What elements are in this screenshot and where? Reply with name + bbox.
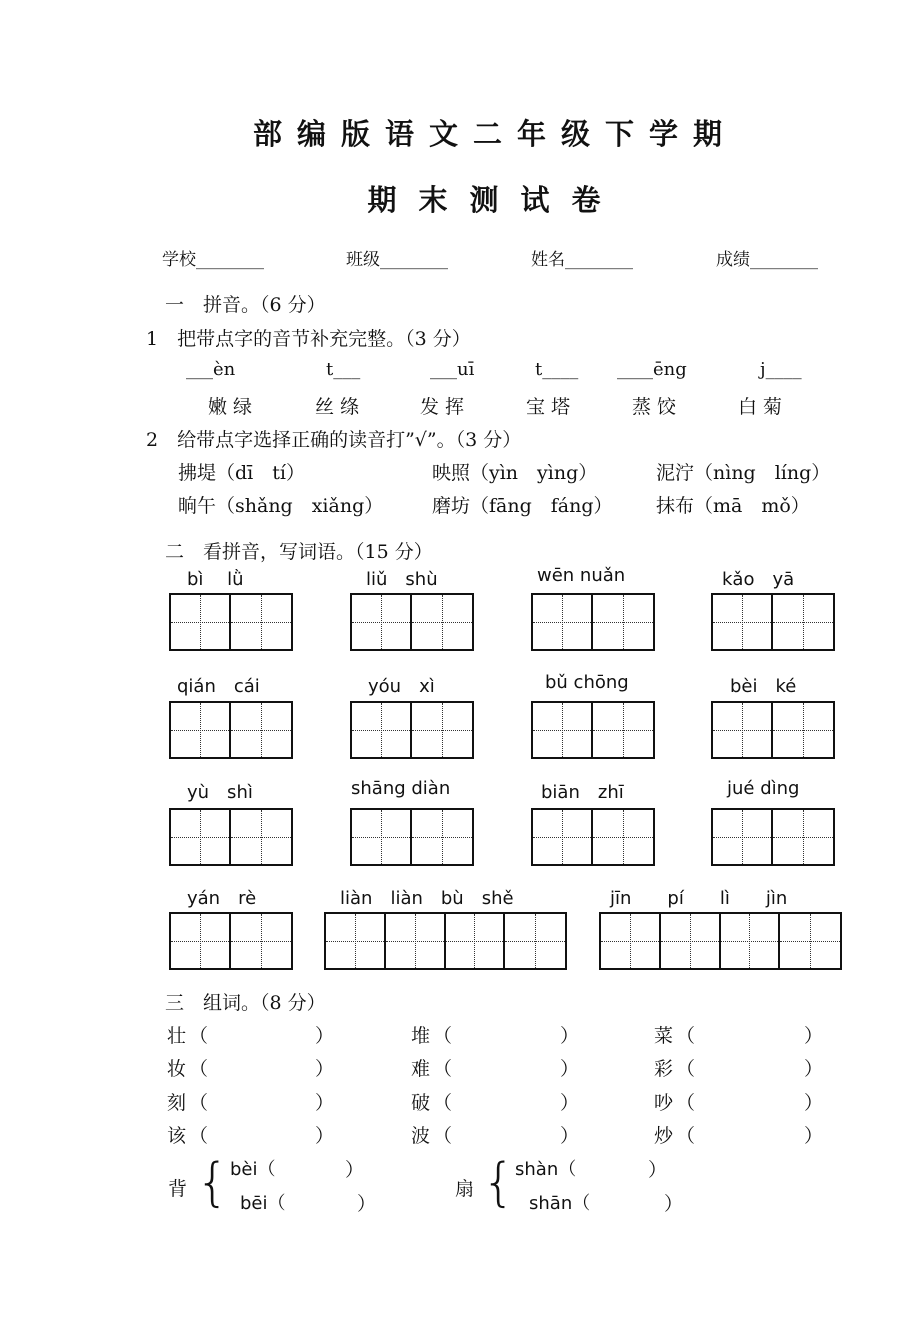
pinyin-label: shāng diàn [351,778,451,799]
writing-grid[interactable] [531,701,655,759]
paren-open: （ [189,1092,209,1114]
pinyin-blank[interactable]: t____ [535,359,579,380]
paren-open: （ [189,1058,209,1080]
paren-close: ） [804,1025,824,1047]
paren-open: （ [676,1125,696,1147]
poly-char: 背 [168,1178,188,1200]
q2-item[interactable]: 泥泞（nìng líng） [656,462,831,484]
paren-close: ） [648,1159,668,1181]
q1-word: 白 菊 [738,396,783,418]
group-word-char: 破 [411,1092,431,1114]
field-name[interactable]: 姓名________ [531,250,633,270]
paren-open: （ [433,1058,453,1080]
group-word-char: 炒 [654,1125,674,1147]
writing-grid[interactable] [350,593,474,651]
section-3-heading: 三 组词。（8 分） [165,992,326,1014]
paren-close: ） [315,1125,335,1147]
field-class[interactable]: 班级________ [346,250,448,270]
paren-open: （ [189,1125,209,1147]
poly-reading: shàn（ [515,1159,577,1180]
paren-open: （ [189,1025,209,1047]
paren-close: ） [664,1193,684,1215]
pinyin-label: qián cái [177,676,260,697]
field-score[interactable]: 成绩________ [716,250,818,270]
q2-label: 2 给带点字选择正确的读音打”√”。（3 分） [146,429,522,451]
group-word-char: 堆 [411,1025,431,1047]
group-word-char: 彩 [654,1058,674,1080]
paren-open: （ [676,1092,696,1114]
pinyin-label: kǎo yā [722,569,795,590]
writing-grid[interactable] [350,701,474,759]
pinyin-label: yán rè [187,888,257,909]
q2-item[interactable]: 抹布（mā mǒ） [656,495,810,517]
paren-open: （ [433,1092,453,1114]
pinyin-blank[interactable]: t___ [326,359,361,380]
q2-item[interactable]: 磨坊（fāng fáng） [432,495,613,517]
poly-char: 扇 [455,1178,475,1200]
pinyin-label: bǔ chōng [545,672,629,693]
section-2-heading: 二 看拼音，写词语。（15 分） [165,541,433,563]
writing-grid[interactable] [169,912,293,970]
pinyin-label: liǔ shù [366,569,438,590]
paren-close: ） [357,1193,377,1215]
group-word-char: 壮 [167,1025,187,1047]
pinyin-blank[interactable]: ___èn [186,359,236,380]
pinyin-label: jīn pí lì jìn [610,888,788,909]
paren-close: ） [560,1058,580,1080]
pinyin-label: jué dìng [727,778,800,799]
pinyin-label: yù shì [187,782,253,803]
field-school[interactable]: 学校________ [162,250,264,270]
pinyin-label: wēn nuǎn [537,565,626,586]
q2-item[interactable]: 映照（yìn yìng） [432,462,598,484]
pinyin-label: yóu xì [368,676,435,697]
paren-open: （ [433,1125,453,1147]
pinyin-blank[interactable]: ___uī [430,359,475,380]
paren-close: ） [560,1025,580,1047]
writing-grid[interactable] [324,912,567,970]
group-word-char: 波 [411,1125,431,1147]
writing-grid[interactable] [711,593,835,651]
pinyin-label: bèi ké [730,676,797,697]
brace-icon: { [482,1153,516,1213]
writing-grid[interactable] [711,808,835,866]
group-word-char: 刻 [167,1092,187,1114]
poly-reading: bèi（ [230,1159,276,1180]
q1-word: 蒸 饺 [632,396,677,418]
paren-open: （ [676,1025,696,1047]
q2-item[interactable]: 拂堤（dī tí） [178,462,305,484]
group-word-char: 妆 [167,1058,187,1080]
pinyin-label: biān zhī [541,782,624,803]
writing-grid[interactable] [531,808,655,866]
pinyin-blank[interactable]: j____ [760,359,802,380]
q1-word: 发 挥 [420,396,465,418]
pinyin-label: liàn liàn bù shě [340,888,514,909]
paren-open: （ [676,1058,696,1080]
paren-close: ） [315,1058,335,1080]
writing-grid[interactable] [169,593,293,651]
q1-word: 宝 塔 [526,396,571,418]
group-word-char: 难 [411,1058,431,1080]
poly-reading: bēi（ [240,1193,286,1214]
paren-open: （ [433,1025,453,1047]
q1-word: 嫩 绿 [208,396,253,418]
pinyin-blank[interactable]: ____ēng [617,359,687,380]
pinyin-label: bì lǜ [187,569,244,590]
writing-grid[interactable] [169,808,293,866]
brace-icon: { [196,1153,230,1213]
q2-item[interactable]: 晌午（shǎng xiǎng） [178,495,384,517]
paren-close: ） [804,1092,824,1114]
paren-close: ） [315,1025,335,1047]
q1-word: 丝 绦 [315,396,360,418]
q1-label: 1 把带点字的音节补充完整。（3 分） [146,328,471,350]
paren-close: ） [804,1058,824,1080]
writing-grid[interactable] [169,701,293,759]
paren-close: ） [345,1159,365,1181]
writing-grid[interactable] [599,912,842,970]
group-word-char: 吵 [654,1092,674,1114]
writing-grid[interactable] [531,593,655,651]
poly-reading: shān（ [529,1193,591,1214]
paren-close: ） [560,1125,580,1147]
title-line-1: 部编版语文二年级下学期 [252,117,737,151]
writing-grid[interactable] [350,808,474,866]
paren-close: ） [560,1092,580,1114]
group-word-char: 该 [167,1125,187,1147]
writing-grid[interactable] [711,701,835,759]
group-word-char: 菜 [654,1025,674,1047]
paren-close: ） [804,1125,824,1147]
section-1-heading: 一 拼音。（6 分） [165,294,326,316]
paren-close: ） [315,1092,335,1114]
title-line-2: 期末测试卷 [367,183,623,217]
